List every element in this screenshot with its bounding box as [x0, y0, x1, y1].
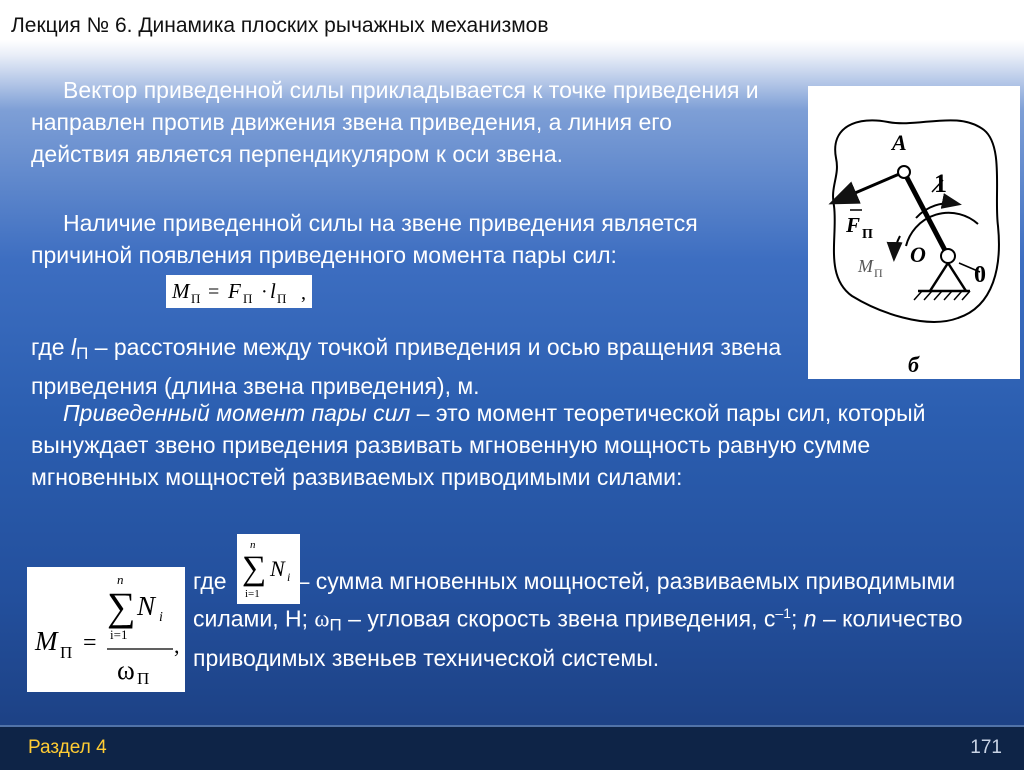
svg-text:П: П [60, 643, 73, 662]
paragraph-reduced-force-vector: Вектор приведенной силы прикладывается к точке приведения и направлен против движения звена приведения, а линия его действия является перпендикуляром к оси звена. [31, 77, 759, 167]
page-number: 171 [970, 737, 1002, 758]
svg-text:M: M [858, 256, 873, 276]
svg-text:П: П [874, 266, 883, 280]
svg-text:i=1: i=1 [110, 627, 128, 642]
svg-text:П: П [277, 291, 287, 306]
paragraph-reduced-moment-definition: Приведенный момент пары сил – это момент теоретической пары сил, который вынуждает звено приведения развивать мгновенную мощность равную сумме мгновенных мощностей развиваемых приводимыми силами: [31, 400, 926, 490]
svg-text:i: i [287, 570, 291, 584]
svg-text:,: , [301, 282, 306, 304]
svg-text:M: M [35, 626, 58, 656]
svg-text:0: 0 [974, 262, 986, 288]
paragraph-reduced-moment: Наличие приведенной силы на звене приведения является причиной появления приведенного момента пары сил: [31, 210, 698, 268]
paragraph-link-length: где $l_П$ – расстояние между точкой приведения и осью вращения звена приведения (длина звена приведения), м. [31, 334, 782, 399]
svg-text:П: П [191, 291, 201, 306]
svg-text:F: F [846, 213, 861, 237]
svg-text:F: F [228, 279, 241, 303]
formula-reduced-moment-power [27, 567, 185, 692]
svg-text:N: N [137, 591, 156, 621]
svg-text:,: , [174, 633, 180, 658]
mechanism-diagram [808, 86, 1020, 379]
svg-text:П: П [243, 291, 253, 306]
svg-text:A: A [892, 130, 907, 155]
paragraph-sum-explanation: где – сумма мгновенных мощностей, развиваемых приводимыми силами, Н; $\omega_П$ – угловая скорость звена приведения, $с^{-1}$; n – количество приводимых звеньев технической системы. [193, 568, 963, 671]
svg-text:l: l [270, 279, 276, 303]
page-title: Лекция № 6. Динамика плоских рычажных механизмов [11, 14, 549, 37]
svg-text:i=1: i=1 [245, 588, 260, 600]
svg-text:n: n [250, 539, 256, 551]
svg-text:∑: ∑ [242, 550, 267, 587]
svg-text:M: M [172, 279, 190, 303]
formula-moment-force-length [166, 275, 312, 308]
svg-text:П: П [862, 227, 873, 242]
svg-text:б: б [908, 352, 919, 377]
svg-text:П: П [137, 669, 150, 688]
svg-text:·: · [261, 281, 268, 303]
svg-text:n: n [117, 572, 124, 587]
svg-text:ω: ω [117, 655, 135, 685]
section-label: Раздел 4 [28, 737, 107, 758]
svg-text:=: = [83, 630, 97, 656]
svg-text:=: = [208, 281, 220, 303]
footer-bar [0, 725, 1024, 770]
svg-text:O: O [910, 242, 926, 267]
svg-text:∑: ∑ [107, 584, 136, 629]
svg-text:N: N [270, 556, 285, 581]
svg-text:1: 1 [934, 169, 947, 198]
svg-text:i: i [159, 610, 163, 625]
